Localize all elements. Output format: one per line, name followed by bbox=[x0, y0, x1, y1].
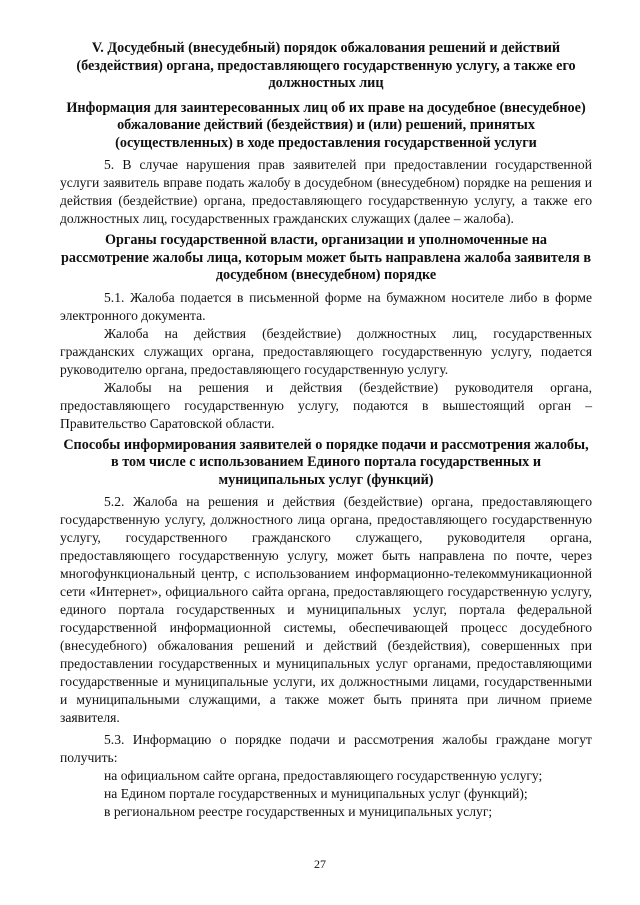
paragraph-5-1-a: 5.1. Жалоба подается в письменной форме на бумажном носителе либо в форме электронного документа. bbox=[60, 289, 592, 323]
paragraph-5-2: 5.2. Жалоба на решения и действия (бездействие) органа, предоставляющего государственную услугу, должностного лица органа, предоставляющего государственную услугу, государственного гражданского служащего, руководителя органа, предоставляющего государственную услугу, может быть направлена по почте, через многофункциональный центр, с использованием информационно-телекоммуникационной сети «Интернет», официального сайта органа, предоставляющего государственную услугу, единого портала государственных и муниципальных услуг, портала федеральной государственной информационной системы, обеспечивающей процесс досудебного (внесудебного) обжалования решений и действий (бездействия), совершенных при предоставлении государственных и муниципальных услуг органами, предоставляющими государственные и муниципальные услуги, их должностными лицами, государственными и муниципальными служащими, а также может быть принята при личном приеме заявителя. bbox=[60, 494, 592, 725]
subsection-title-rights: Информация для заинтересованных лиц об их праве на досудебное (внесудебное) обжалование действий (бездействия) и (или) решений, принятых (осуществленных) в ходе предоставления государственной услуги bbox=[66, 99, 586, 151]
paragraph-5-1-c: Жалобы на решения и действия (бездействие) руководителя органа, предоставляющего государственную услугу, подаются в вышестоящий орган – Правительство Саратовской области. bbox=[60, 379, 592, 431]
subsection-title-bodies: Органы государственной власти, организации и уполномоченные на рассмотрение жалобы лица, которым может быть направлена жалоба заявителя в досудебном (внесудебном) порядке bbox=[60, 232, 592, 283]
page-number: 27 bbox=[314, 857, 326, 871]
list-item: на официальном сайте органа, предоставляющего государственную услугу; bbox=[104, 768, 543, 783]
section-title: V. Досудебный (внесудебный) порядок обжалования решений и действий (бездействия) органа, предоставляющего государственную услугу, а также его должностных лиц bbox=[76, 40, 576, 91]
paragraph-5: 5. В случае нарушения прав заявителей при предоставлении государственной услуги заявитель вправе подать жалобу в досудебном (внесудебном) порядке на решения и действия (бездействие) органа, предоставляющего государственную услугу, а также его должностных лиц, государственных гражданских служащих (далее – жалоба). bbox=[60, 157, 592, 226]
list-item: в региональном реестре государственных и муниципальных услуг; bbox=[104, 804, 493, 819]
document-page bbox=[60, 40, 592, 821]
subsection-title-informing: Способы информирования заявителей о порядке подачи и рассмотрения жалобы, в том числе с использованием Единого портала государственных и муниципальных услуг (функций) bbox=[63, 436, 589, 488]
paragraph-5-3: 5.3. Информацию о порядке подачи и рассмотрения жалобы граждане могут получить: bbox=[60, 732, 592, 765]
list-item: на Едином портале государственных и муниципальных услуг (функций); bbox=[104, 786, 528, 801]
paragraph-5-1-b: Жалоба на действия (бездействие) должностных лиц, государственных гражданских служащих органа, предоставляющего государственную услугу, подается руководителю органа, предоставляющего государственную услугу. bbox=[60, 325, 592, 377]
